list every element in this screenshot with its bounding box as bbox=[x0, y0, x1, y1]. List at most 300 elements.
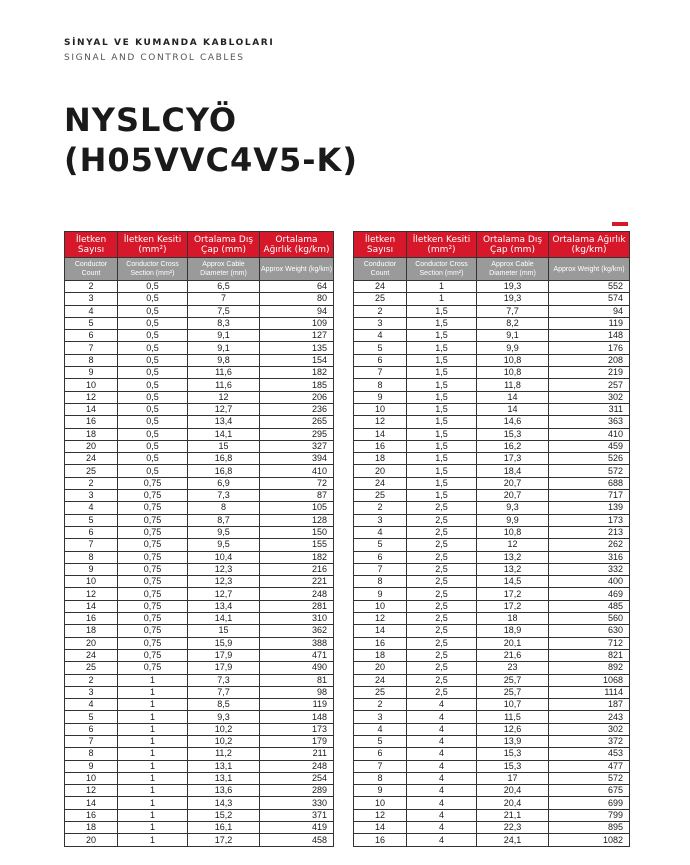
cell-diameter: 21,1 bbox=[477, 809, 549, 821]
cell-section: 1,5 bbox=[407, 465, 477, 477]
cell-section: 1,5 bbox=[407, 440, 477, 452]
cell-section: 0,75 bbox=[118, 514, 188, 526]
cell-diameter: 9,1 bbox=[477, 330, 549, 342]
cell-section: 2,5 bbox=[407, 514, 477, 526]
cell-count: 12 bbox=[354, 613, 407, 625]
cell-section: 1,5 bbox=[407, 342, 477, 354]
table-row bbox=[65, 797, 334, 809]
table-row bbox=[65, 649, 334, 661]
cell-count: 14 bbox=[354, 428, 407, 440]
cell-count: 4 bbox=[354, 330, 407, 342]
cell-section: 0,5 bbox=[118, 453, 188, 465]
cell-diameter: 14,6 bbox=[477, 416, 549, 428]
cell-diameter: 18,9 bbox=[477, 625, 549, 637]
cell-diameter: 14,3 bbox=[188, 797, 260, 809]
cell-count: 12 bbox=[65, 588, 118, 600]
cell-count: 16 bbox=[65, 613, 118, 625]
cell-diameter: 17,2 bbox=[477, 588, 549, 600]
cell-count: 18 bbox=[354, 453, 407, 465]
table-row bbox=[354, 391, 630, 403]
product-title bbox=[64, 100, 358, 180]
cell-count: 7 bbox=[354, 367, 407, 379]
table-row bbox=[354, 662, 630, 674]
cell-count: 9 bbox=[65, 760, 118, 772]
cell-section: 0,5 bbox=[118, 281, 188, 293]
cell-weight: 94 bbox=[549, 305, 630, 317]
cell-diameter: 17,9 bbox=[188, 649, 260, 661]
cell-diameter: 20,7 bbox=[477, 477, 549, 489]
cell-weight: 119 bbox=[549, 317, 630, 329]
cell-count: 16 bbox=[354, 637, 407, 649]
col-subheader-weight: Approx Weight (kg/km) bbox=[549, 258, 630, 281]
cell-count: 2 bbox=[65, 674, 118, 686]
cell-weight: 471 bbox=[260, 649, 334, 661]
cell-weight: 574 bbox=[549, 293, 630, 305]
cell-weight: 119 bbox=[260, 699, 334, 711]
cell-diameter: 9,3 bbox=[477, 502, 549, 514]
cell-diameter: 16,2 bbox=[477, 440, 549, 452]
cell-count: 7 bbox=[65, 342, 118, 354]
cell-diameter: 10,8 bbox=[477, 354, 549, 366]
cell-weight: 155 bbox=[260, 539, 334, 551]
table-row bbox=[354, 403, 630, 415]
cell-weight: 289 bbox=[260, 785, 334, 797]
table-row bbox=[354, 686, 630, 698]
cell-section: 4 bbox=[407, 699, 477, 711]
cell-weight: 316 bbox=[549, 551, 630, 563]
cell-diameter: 13,2 bbox=[477, 563, 549, 575]
cell-weight: 187 bbox=[549, 699, 630, 711]
cell-weight: 560 bbox=[549, 613, 630, 625]
cell-section: 1,5 bbox=[407, 391, 477, 403]
cell-section: 1 bbox=[118, 686, 188, 698]
cell-count: 10 bbox=[65, 576, 118, 588]
table-row bbox=[354, 490, 630, 502]
cell-section: 0,75 bbox=[118, 662, 188, 674]
cell-count: 24 bbox=[65, 453, 118, 465]
col-header-diameter: Ortalama Dış Çap (mm) bbox=[188, 232, 260, 258]
cell-count: 3 bbox=[65, 293, 118, 305]
cell-weight: 400 bbox=[549, 576, 630, 588]
cell-diameter: 15,9 bbox=[188, 637, 260, 649]
cell-count: 14 bbox=[65, 797, 118, 809]
cell-diameter: 14 bbox=[477, 403, 549, 415]
cell-weight: 109 bbox=[260, 317, 334, 329]
cell-section: 4 bbox=[407, 785, 477, 797]
cell-weight: 1082 bbox=[549, 834, 630, 846]
cell-weight: 248 bbox=[260, 588, 334, 600]
cell-diameter: 9,5 bbox=[188, 539, 260, 551]
table-row bbox=[65, 834, 334, 846]
table-row bbox=[354, 440, 630, 452]
table-row bbox=[354, 293, 630, 305]
table-row bbox=[354, 834, 630, 846]
cell-section: 0,75 bbox=[118, 563, 188, 575]
cell-section: 0,5 bbox=[118, 428, 188, 440]
col-subheader-diameter: Approx Cable Diameter (mm) bbox=[188, 258, 260, 281]
table-row bbox=[65, 637, 334, 649]
cell-count: 7 bbox=[65, 735, 118, 747]
cell-diameter: 7,7 bbox=[188, 686, 260, 698]
cell-count: 2 bbox=[65, 477, 118, 489]
cell-count: 8 bbox=[65, 354, 118, 366]
cell-count: 25 bbox=[354, 293, 407, 305]
table-row bbox=[354, 563, 630, 575]
cell-weight: 799 bbox=[549, 809, 630, 821]
cell-diameter: 16,1 bbox=[188, 822, 260, 834]
table-row bbox=[65, 526, 334, 538]
cell-diameter: 9,1 bbox=[188, 342, 260, 354]
table-row bbox=[354, 649, 630, 661]
cell-count: 9 bbox=[354, 391, 407, 403]
cell-section: 0,75 bbox=[118, 539, 188, 551]
cell-section: 4 bbox=[407, 748, 477, 760]
cell-count: 6 bbox=[354, 551, 407, 563]
cell-count: 3 bbox=[354, 514, 407, 526]
cell-section: 0,75 bbox=[118, 637, 188, 649]
cell-count: 24 bbox=[354, 477, 407, 489]
cell-diameter: 15 bbox=[188, 440, 260, 452]
cell-weight: 219 bbox=[549, 367, 630, 379]
cell-diameter: 10,4 bbox=[188, 551, 260, 563]
table-row bbox=[65, 514, 334, 526]
cell-section: 4 bbox=[407, 834, 477, 846]
cell-count: 5 bbox=[354, 539, 407, 551]
cell-weight: 410 bbox=[260, 465, 334, 477]
cell-count: 5 bbox=[354, 342, 407, 354]
cell-weight: 221 bbox=[260, 576, 334, 588]
cell-weight: 176 bbox=[549, 342, 630, 354]
cell-count: 9 bbox=[354, 588, 407, 600]
table-row bbox=[354, 526, 630, 538]
cell-section: 2,5 bbox=[407, 551, 477, 563]
cell-count: 16 bbox=[65, 809, 118, 821]
table-row bbox=[65, 723, 334, 735]
cell-count: 24 bbox=[354, 281, 407, 293]
cell-diameter: 24,1 bbox=[477, 834, 549, 846]
cell-section: 4 bbox=[407, 772, 477, 784]
cell-section: 1,5 bbox=[407, 428, 477, 440]
cell-weight: 135 bbox=[260, 342, 334, 354]
cell-section: 2,5 bbox=[407, 600, 477, 612]
cell-diameter: 23 bbox=[477, 662, 549, 674]
cell-section: 1,5 bbox=[407, 354, 477, 366]
col-subheader-weight: Approx Weight (kg/km) bbox=[260, 258, 334, 281]
cell-section: 2,5 bbox=[407, 674, 477, 686]
cell-section: 2,5 bbox=[407, 588, 477, 600]
cell-section: 4 bbox=[407, 797, 477, 809]
table-row bbox=[65, 588, 334, 600]
table-row bbox=[354, 772, 630, 784]
table-row bbox=[354, 613, 630, 625]
cell-diameter: 13,1 bbox=[188, 760, 260, 772]
cell-diameter: 15,3 bbox=[477, 748, 549, 760]
cell-count: 18 bbox=[65, 822, 118, 834]
table-row bbox=[354, 674, 630, 686]
cell-section: 1 bbox=[118, 674, 188, 686]
cell-weight: 87 bbox=[260, 490, 334, 502]
cell-section: 2,5 bbox=[407, 649, 477, 661]
col-header-weight: Ortalama Ağırlık (kg/km) bbox=[549, 232, 630, 258]
table-row bbox=[65, 748, 334, 760]
cell-weight: 459 bbox=[549, 440, 630, 452]
cell-weight: 712 bbox=[549, 637, 630, 649]
cell-count: 14 bbox=[65, 403, 118, 415]
table-row bbox=[65, 674, 334, 686]
cell-weight: 453 bbox=[549, 748, 630, 760]
cell-weight: 98 bbox=[260, 686, 334, 698]
cell-diameter: 19,3 bbox=[477, 281, 549, 293]
cell-section: 0,75 bbox=[118, 477, 188, 489]
cell-weight: 821 bbox=[549, 649, 630, 661]
cell-weight: 216 bbox=[260, 563, 334, 575]
cell-weight: 72 bbox=[260, 477, 334, 489]
cell-count: 6 bbox=[65, 723, 118, 735]
col-header-diameter: Ortalama Dış Çap (mm) bbox=[477, 232, 549, 258]
cell-section: 0,5 bbox=[118, 367, 188, 379]
cell-section: 0,5 bbox=[118, 391, 188, 403]
cell-diameter: 8,5 bbox=[188, 699, 260, 711]
table-row bbox=[65, 613, 334, 625]
cell-count: 4 bbox=[354, 526, 407, 538]
table-row bbox=[65, 735, 334, 747]
cell-weight: 182 bbox=[260, 367, 334, 379]
category-title-en: SIGNAL AND CONTROL CABLES bbox=[64, 53, 245, 63]
cell-count: 24 bbox=[354, 674, 407, 686]
cell-diameter: 7,3 bbox=[188, 674, 260, 686]
cell-section: 0,5 bbox=[118, 293, 188, 305]
table-row bbox=[65, 281, 334, 293]
cell-weight: 64 bbox=[260, 281, 334, 293]
header-row-en bbox=[65, 258, 334, 281]
table-row bbox=[354, 342, 630, 354]
cell-section: 2,5 bbox=[407, 502, 477, 514]
cell-weight: 630 bbox=[549, 625, 630, 637]
table-row bbox=[65, 686, 334, 698]
cell-count: 8 bbox=[65, 551, 118, 563]
cell-section: 1 bbox=[118, 711, 188, 723]
cell-section: 4 bbox=[407, 760, 477, 772]
cell-count: 8 bbox=[354, 379, 407, 391]
cell-diameter: 11,5 bbox=[477, 711, 549, 723]
table-row bbox=[354, 588, 630, 600]
cell-count: 20 bbox=[354, 662, 407, 674]
cell-count: 16 bbox=[65, 416, 118, 428]
cell-weight: 94 bbox=[260, 305, 334, 317]
table-row bbox=[65, 600, 334, 612]
table-row bbox=[354, 748, 630, 760]
cell-section: 1,5 bbox=[407, 367, 477, 379]
cell-count: 4 bbox=[65, 699, 118, 711]
cell-diameter: 20,1 bbox=[477, 637, 549, 649]
cell-weight: 892 bbox=[549, 662, 630, 674]
cell-section: 0,5 bbox=[118, 440, 188, 452]
table-row bbox=[354, 797, 630, 809]
cell-weight: 699 bbox=[549, 797, 630, 809]
cell-diameter: 9,9 bbox=[477, 514, 549, 526]
cell-diameter: 12,7 bbox=[188, 588, 260, 600]
cell-count: 8 bbox=[354, 772, 407, 784]
cell-section: 1 bbox=[118, 735, 188, 747]
cell-section: 1,5 bbox=[407, 317, 477, 329]
cell-count: 20 bbox=[65, 834, 118, 846]
cell-weight: 330 bbox=[260, 797, 334, 809]
cell-weight: 182 bbox=[260, 551, 334, 563]
cell-weight: 490 bbox=[260, 662, 334, 674]
table-row bbox=[354, 477, 630, 489]
cell-count: 2 bbox=[65, 281, 118, 293]
cell-weight: 127 bbox=[260, 330, 334, 342]
cell-diameter: 13,4 bbox=[188, 416, 260, 428]
cell-weight: 148 bbox=[260, 711, 334, 723]
cell-diameter: 16,8 bbox=[188, 465, 260, 477]
cell-weight: 105 bbox=[260, 502, 334, 514]
cell-diameter: 25,7 bbox=[477, 674, 549, 686]
cell-diameter: 12,7 bbox=[188, 403, 260, 415]
table-row bbox=[65, 699, 334, 711]
cell-count: 2 bbox=[354, 305, 407, 317]
cell-count: 2 bbox=[354, 699, 407, 711]
table-row bbox=[354, 735, 630, 747]
table-row bbox=[65, 785, 334, 797]
cell-weight: 327 bbox=[260, 440, 334, 452]
cell-section: 0,75 bbox=[118, 551, 188, 563]
cell-diameter: 10,2 bbox=[188, 723, 260, 735]
cell-diameter: 8,2 bbox=[477, 317, 549, 329]
cell-weight: 295 bbox=[260, 428, 334, 440]
cell-weight: 80 bbox=[260, 293, 334, 305]
cell-diameter: 12,6 bbox=[477, 723, 549, 735]
table-row bbox=[65, 416, 334, 428]
cell-diameter: 6,5 bbox=[188, 281, 260, 293]
cell-section: 2,5 bbox=[407, 563, 477, 575]
cell-diameter: 15,2 bbox=[188, 809, 260, 821]
cell-weight: 410 bbox=[549, 428, 630, 440]
cell-diameter: 13,2 bbox=[477, 551, 549, 563]
cell-count: 4 bbox=[65, 502, 118, 514]
header-row-tr bbox=[354, 232, 630, 258]
cell-weight: 248 bbox=[260, 760, 334, 772]
table-row bbox=[65, 305, 334, 317]
cell-section: 1,5 bbox=[407, 403, 477, 415]
cell-count: 10 bbox=[354, 600, 407, 612]
cell-weight: 1068 bbox=[549, 674, 630, 686]
cell-diameter: 11,6 bbox=[188, 379, 260, 391]
product-name: NYSLCYÖ bbox=[64, 101, 238, 139]
table-row bbox=[354, 625, 630, 637]
table-row bbox=[65, 354, 334, 366]
cell-weight: 469 bbox=[549, 588, 630, 600]
cell-count: 7 bbox=[354, 760, 407, 772]
cell-section: 1 bbox=[118, 699, 188, 711]
cell-count: 12 bbox=[354, 416, 407, 428]
cell-diameter: 12 bbox=[477, 539, 549, 551]
cell-section: 2,5 bbox=[407, 539, 477, 551]
cell-count: 12 bbox=[65, 391, 118, 403]
cell-diameter: 13,9 bbox=[477, 735, 549, 747]
table-row bbox=[65, 576, 334, 588]
cell-diameter: 7 bbox=[188, 293, 260, 305]
cell-weight: 128 bbox=[260, 514, 334, 526]
cell-weight: 311 bbox=[549, 403, 630, 415]
table-row bbox=[65, 563, 334, 575]
cell-count: 9 bbox=[65, 563, 118, 575]
table-row bbox=[354, 354, 630, 366]
cell-section: 1,5 bbox=[407, 416, 477, 428]
cell-diameter: 15,3 bbox=[477, 760, 549, 772]
cell-section: 1 bbox=[118, 772, 188, 784]
cell-section: 2,5 bbox=[407, 526, 477, 538]
table-row bbox=[354, 637, 630, 649]
cell-diameter: 12,3 bbox=[188, 563, 260, 575]
cell-section: 1 bbox=[407, 293, 477, 305]
cell-diameter: 10,2 bbox=[188, 735, 260, 747]
cell-diameter: 7,7 bbox=[477, 305, 549, 317]
cell-diameter: 9,9 bbox=[477, 342, 549, 354]
cell-diameter: 18 bbox=[477, 613, 549, 625]
cell-section: 4 bbox=[407, 735, 477, 747]
cell-diameter: 8,7 bbox=[188, 514, 260, 526]
table-row bbox=[65, 502, 334, 514]
cell-count: 9 bbox=[65, 367, 118, 379]
cell-weight: 362 bbox=[260, 625, 334, 637]
cell-section: 4 bbox=[407, 723, 477, 735]
table-row bbox=[65, 342, 334, 354]
cell-weight: 1114 bbox=[549, 686, 630, 698]
cell-count: 5 bbox=[65, 514, 118, 526]
table-row bbox=[354, 809, 630, 821]
cell-weight: 154 bbox=[260, 354, 334, 366]
cell-count: 18 bbox=[65, 625, 118, 637]
cell-diameter: 14,5 bbox=[477, 576, 549, 588]
cell-count: 20 bbox=[354, 465, 407, 477]
cell-count: 5 bbox=[354, 735, 407, 747]
cell-section: 0,5 bbox=[118, 342, 188, 354]
cell-section: 0,75 bbox=[118, 588, 188, 600]
table-row bbox=[65, 403, 334, 415]
table-row bbox=[65, 809, 334, 821]
table-row bbox=[65, 453, 334, 465]
cell-count: 24 bbox=[65, 649, 118, 661]
table-row bbox=[354, 502, 630, 514]
cell-section: 1 bbox=[407, 281, 477, 293]
cell-count: 18 bbox=[65, 428, 118, 440]
cell-weight: 895 bbox=[549, 822, 630, 834]
table-row bbox=[65, 662, 334, 674]
cell-section: 0,5 bbox=[118, 330, 188, 342]
col-subheader-count: Conductor Count bbox=[65, 258, 118, 281]
table-row bbox=[354, 760, 630, 772]
cell-weight: 675 bbox=[549, 785, 630, 797]
cell-diameter: 15 bbox=[188, 625, 260, 637]
header-row-en bbox=[354, 258, 630, 281]
table-row bbox=[65, 490, 334, 502]
cell-count: 25 bbox=[65, 465, 118, 477]
cell-count: 3 bbox=[65, 490, 118, 502]
cell-weight: 257 bbox=[549, 379, 630, 391]
cell-section: 1,5 bbox=[407, 305, 477, 317]
col-subheader-section: Conductor Cross Section (mm²) bbox=[407, 258, 477, 281]
spec-table-right bbox=[353, 231, 630, 847]
cell-section: 1 bbox=[118, 748, 188, 760]
col-subheader-section: Conductor Cross Section (mm²) bbox=[118, 258, 188, 281]
table-row bbox=[65, 551, 334, 563]
cell-section: 0,75 bbox=[118, 600, 188, 612]
col-header-count: İletken Sayısı bbox=[354, 232, 407, 258]
cell-section: 4 bbox=[407, 822, 477, 834]
cell-count: 25 bbox=[65, 662, 118, 674]
table-row bbox=[65, 317, 334, 329]
